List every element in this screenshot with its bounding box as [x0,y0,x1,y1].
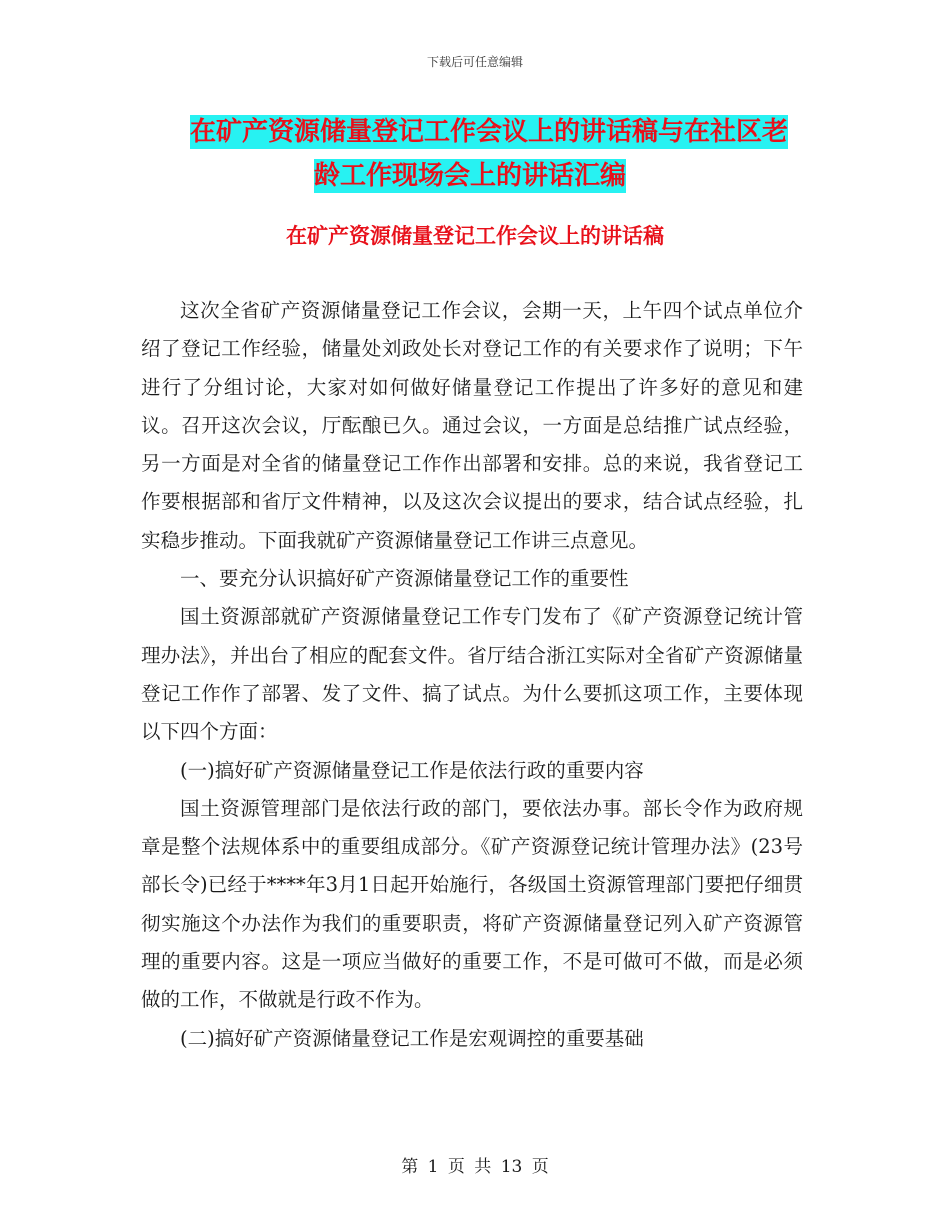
header-note: 下载后可任意编辑 [426,55,523,69]
main-title-line-1: 在矿产资源储量登记工作会议上的讲话稿与在社区老 [190,117,789,147]
page-number-footer: 第 1 页 共 13 页 [401,1157,549,1177]
paragraph: 国土资源部就矿产资源储量登记工作专门发布了《矿产资源登记统计管理办法》，并出台了相应的配套文件。省厅结合浙江实际对全省矿产资源储量登记工作作了部署、发了文件、搞了试点。为什么要抓这项工作，主要体现以下四个方面： [141,605,803,744]
paragraph: 国土资源管理部门是依法行政的部门，要依法办事。部长令作为政府规章是整个法规体系中的重要组成部分。《矿产资源登记统计管理办法》(23号部长令)已经于****年3月1日起开始施行，各级国土资源管理部门要把仔细贯彻实施这个办法作为我们的重要职责，将矿产资源储量登记列入矿产资源管理的重要内容。这是一项应当做好的重要工作，不是可做可不做，而是必须做的工作，不做就是行政不作为。 [141,796,803,1012]
paragraph: 这次全省矿产资源储量登记工作会议，会期一天，上午四个试点单位介绍了登记工作经验，储量处刘政处长对登记工作的有关要求作了说明；下午进行了分组讨论，大家对如何做好储量登记工作提出了许多好的意见和建议。召开这次会议，厅酝酿已久。通过会议，一方面是总结推广试点经验，另一方面是对全省的储量登记工作作出部署和安排。总的来说，我省登记工作要根据部和省厅文件精神，以及这次会议提出的要求，结合试点经验，扎实稳步推动。下面我就矿产资源储量登记工作讲三点意见。 [141,299,803,552]
subsection-heading: (二)搞好矿产资源储量登记工作是宏观调控的重要基础 [180,1026,644,1050]
section-heading: 一、要充分认识搞好矿产资源储量登记工作的重要性 [180,567,629,591]
main-title-line-2: 龄工作现场会上的讲话汇编 [314,161,627,191]
document-main-title [190,110,810,198]
body-text [141,292,803,1058]
speech-title: 在矿产资源储量登记工作会议上的讲话稿 [286,224,664,248]
subsection-heading: (一)搞好矿产资源储量登记工作是依法行政的重要内容 [180,758,644,782]
